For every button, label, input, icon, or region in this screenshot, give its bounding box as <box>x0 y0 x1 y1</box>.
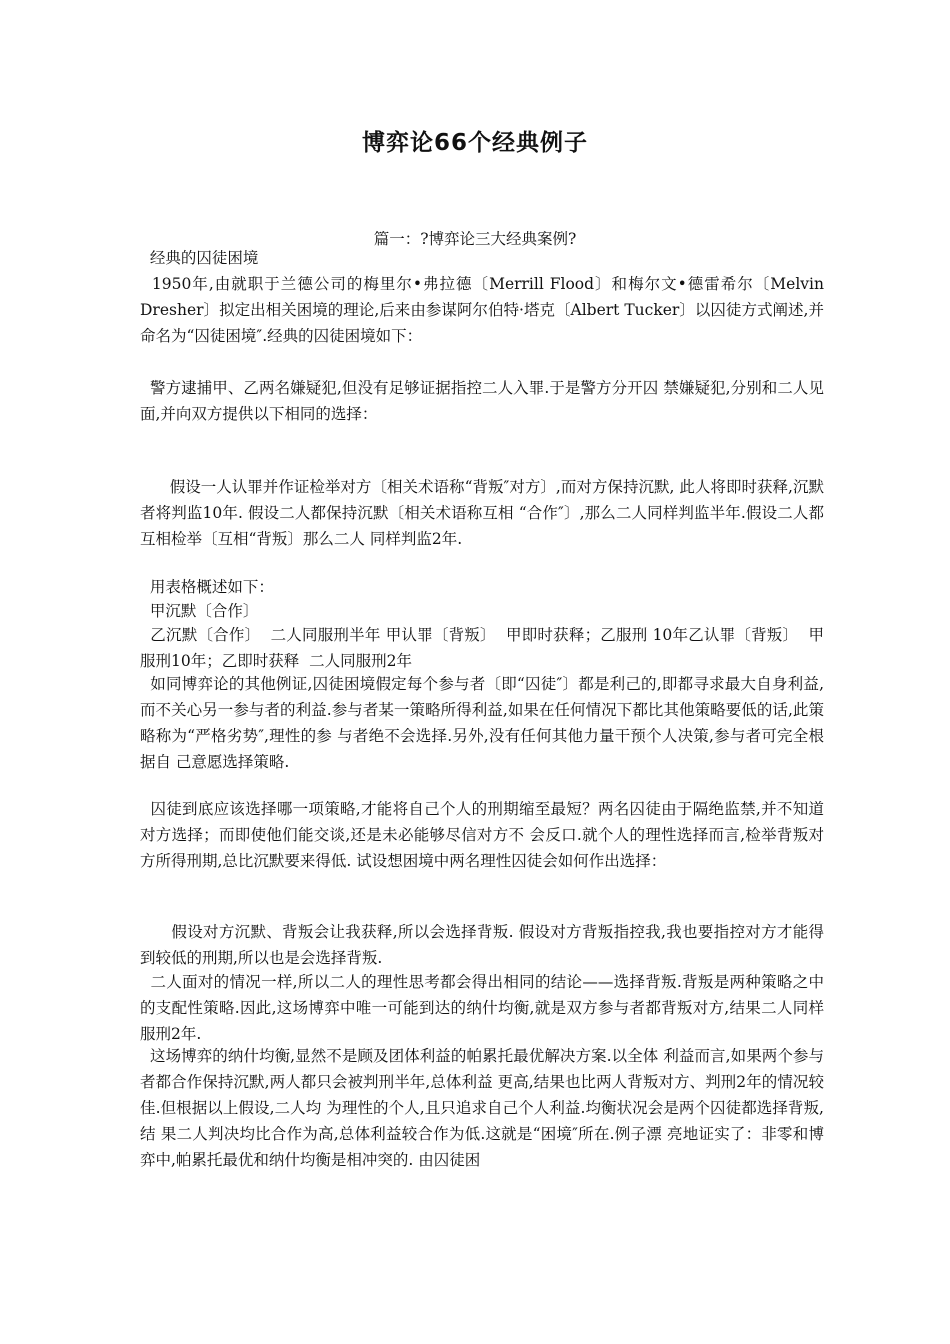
paragraph: 囚徒到底应该选择哪一项策略,才能将自己个人的刑期缩至最短？两名囚徒由于隔绝监禁,并不知道对方选择；而即使他们能交谈,还是未必能够尽信对方不 会反口.就个人的理性选择而言,检举背叛对方所得刑期,总比沉默要来得低. 试设想困境中两名理性囚徒会如何作出选择： <box>140 800 825 870</box>
paragraph: 警方逮捕甲、乙两名嫌疑犯,但没有足够证据指控二人入罪.于是警方分开囚 禁嫌疑犯,分别和二人见面,并向双方提供以下相同的选择： <box>140 379 824 423</box>
paragraph: 1950年,由就职于兰德公司的梅里尔•弗拉德〔Merrill Flood〕和梅尔文•德雷希尔〔Melvin Dresher〕拟定出相关困境的理论,后来由参谋阿尔伯特·塔克〔Albert Tucker〕以囚徒方式阐述,并命名为“囚徒困境″.经典的囚徒困境如下： <box>140 275 829 345</box>
table-summary: 乙沉默〔合作〕 二人同服刑半年 甲认罪〔背叛〕 甲即时获释；乙服刑 10年乙认罪〔背叛〕 甲服刑10年；乙即时获释 二人同服刑2年 <box>140 626 824 670</box>
section-heading: 篇一：?博弈论三大经典案例? <box>373 230 577 248</box>
paragraph: 二人面对的情况一样,所以二人的理性思考都会得出相同的结论——选择背叛.背叛是两种策略之中的支配性策略.因此,这场博弈中唯一可能到达的纳什均衡,就是双方参与者都背叛对方,结果二人同样服刑2年. <box>140 973 825 1043</box>
paragraph: 用表格概述如下： <box>140 578 274 596</box>
document-title: 博弈论66个经典例子 <box>361 130 588 156</box>
paragraph: 假设一人认罪并作证检举对方〔相关术语称“背叛″对方〕,而对方保持沉默, 此人将即时获释,沉默者将判监10年. 假设二人都保持沉默〔相关术语称互相 “合作″〕,那么二人同样判监半年.假设二人都互相检举〔互相“背叛〕那么二人 同样判监2年. <box>140 478 824 548</box>
paragraph: 甲沉默〔合作〕 <box>140 602 259 620</box>
paragraph: 假设对方沉默、背叛会让我获释,所以会选择背叛. 假设对方背叛指控我,我也要指控对方才能得到较低的刑期,所以也是会选择背叛. <box>140 923 824 967</box>
paragraph: 如同博弈论的其他例证,囚徒困境假定每个参与者〔即“囚徒″〕都是利己的,即都寻求最大自身利益,而不关心另一参与者的利益.参与者某一策略所得利益,如果在任何情况下都比其他策略要低的话,此策略称为“严格劣势″,理性的参 与者绝不会选择.另外,没有任何其他力量干预个人决策,参与者可完全根据自 己意愿选择策略. <box>140 675 825 771</box>
paragraph-heading: 经典的囚徒困境 <box>140 249 259 267</box>
paragraph: 这场博弈的纳什均衡,显然不是顾及团体利益的帕累托最优解决方案.以全体 利益而言,如果两个参与者都合作保持沉默,两人都只会被判刑半年,总体利益 更高,结果也比两人背叛对方、判刑2年的情况较佳.但根据以上假设,二人均 为理性的个人,且只追求自己个人利益.均衡状况会是两个囚徒都选择背叛,结 果二人判决均比合作为高,总体利益较合作为低.这就是“困境″所在.例子漂 亮地证实了：非零和博弈中,帕累托最优和纳什均衡是相冲突的. 由囚徒困 <box>140 1047 824 1169</box>
